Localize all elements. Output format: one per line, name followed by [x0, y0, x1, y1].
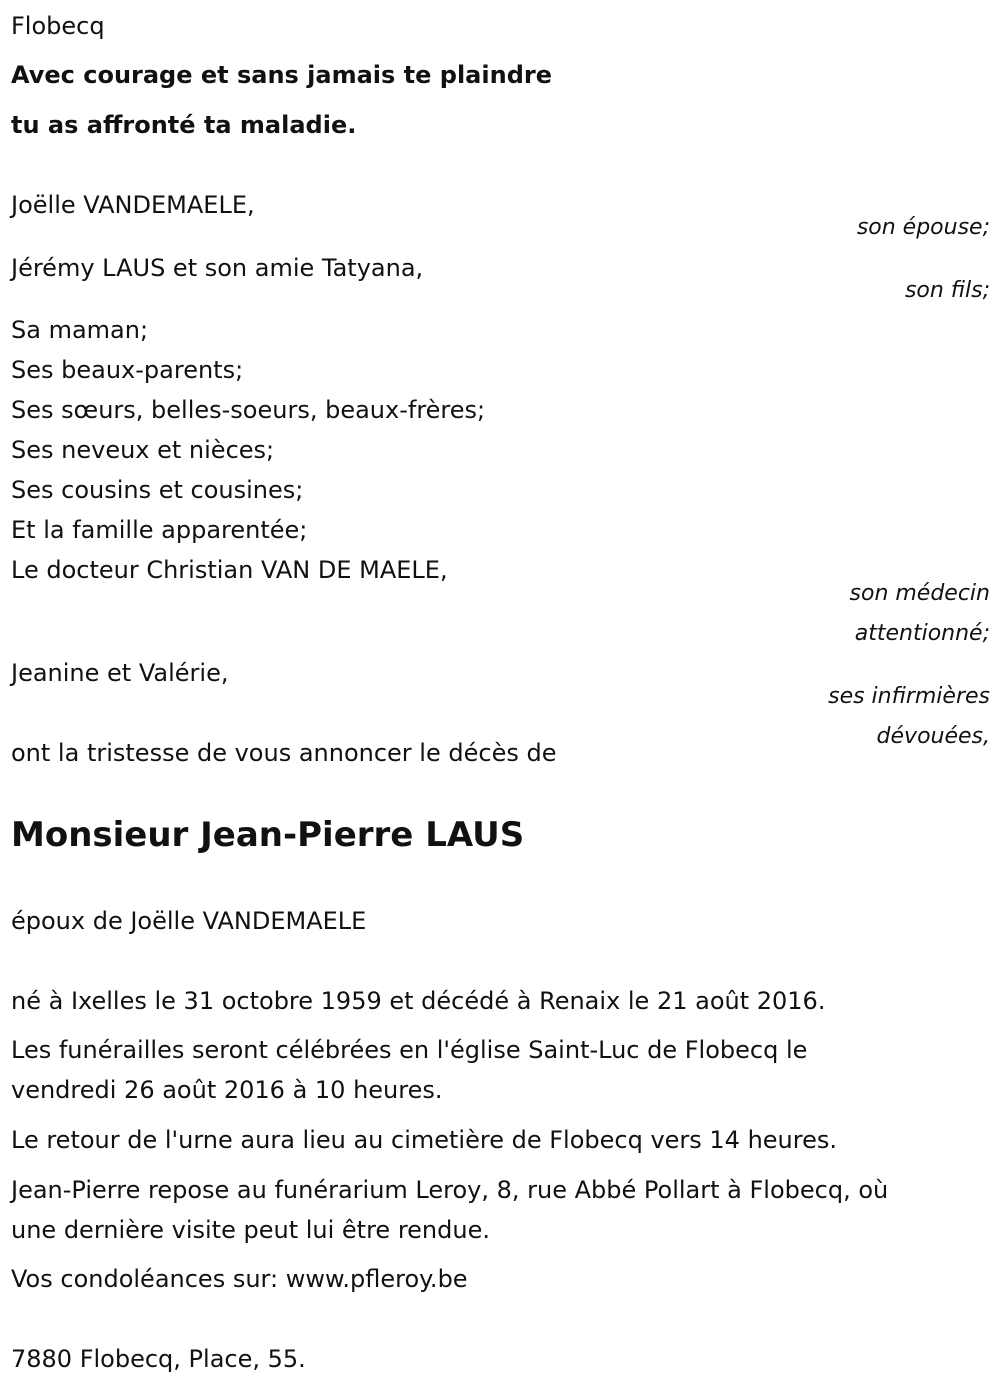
relative-item: Ses cousins et cousines; — [11, 476, 304, 504]
relatives-list — [11, 310, 485, 590]
urn-line: Le retour de l'urne aura lieu au cimetière de Flobecq vers 14 heures. — [11, 1126, 838, 1154]
verse-line-2: tu as affronté ta maladie. — [11, 111, 357, 139]
relative-item: Le docteur Christian VAN DE MAELE, — [11, 556, 448, 584]
funeral-line-1: Les funérailles seront célébrées en l'église Saint-Luc de Flobecq le — [11, 1036, 808, 1064]
verse-line-1: Avec courage et sans jamais te plaindre — [11, 61, 552, 89]
funeral-line-2: vendredi 26 août 2016 à 10 heures. — [11, 1076, 443, 1104]
nurses-role-line-1: ses infirmières — [828, 684, 990, 709]
nurses-role-line-2: dévouées, — [876, 724, 990, 749]
deceased-name: Monsieur Jean-Pierre LAUS — [11, 815, 525, 855]
relative-item: Ses neveux et nièces; — [11, 436, 275, 464]
son-role: son fils; — [904, 278, 990, 303]
rest-line-1: Jean-Pierre repose au funérarium Leroy, 8, rue Abbé Pollart à Flobecq, où — [11, 1176, 889, 1204]
condolences-line: Vos condoléances sur: www.pfleroy.be — [11, 1265, 468, 1293]
wife-name: Joëlle VANDEMAELE, — [11, 191, 255, 219]
birth-death-line: né à Ixelles le 31 octobre 1959 et décédé à Renaix le 21 août 2016. — [11, 987, 826, 1015]
doctor-role-line-1: son médecin — [849, 581, 990, 606]
son-name: Jérémy LAUS et son amie Tatyana, — [11, 254, 424, 282]
rest-line-2: une dernière visite peut lui être rendue. — [11, 1216, 490, 1244]
relative-item: Sa maman; — [11, 316, 149, 344]
address-line: 7880 Flobecq, Place, 55. — [11, 1345, 306, 1373]
relative-item: Ses sœurs, belles-soeurs, beaux-frères; — [11, 396, 486, 424]
wife-role: son épouse; — [856, 215, 990, 240]
doctor-role-line-2: attentionné; — [854, 621, 990, 646]
city-label: Flobecq — [11, 12, 105, 40]
relative-item: Ses beaux-parents; — [11, 356, 244, 384]
announcement-intro: ont la tristesse de vous annoncer le décès de — [11, 739, 557, 767]
spouse-line: époux de Joëlle VANDEMAELE — [11, 907, 367, 935]
nurses-name: Jeanine et Valérie, — [11, 659, 229, 687]
relative-item: Et la famille apparentée; — [11, 516, 308, 544]
